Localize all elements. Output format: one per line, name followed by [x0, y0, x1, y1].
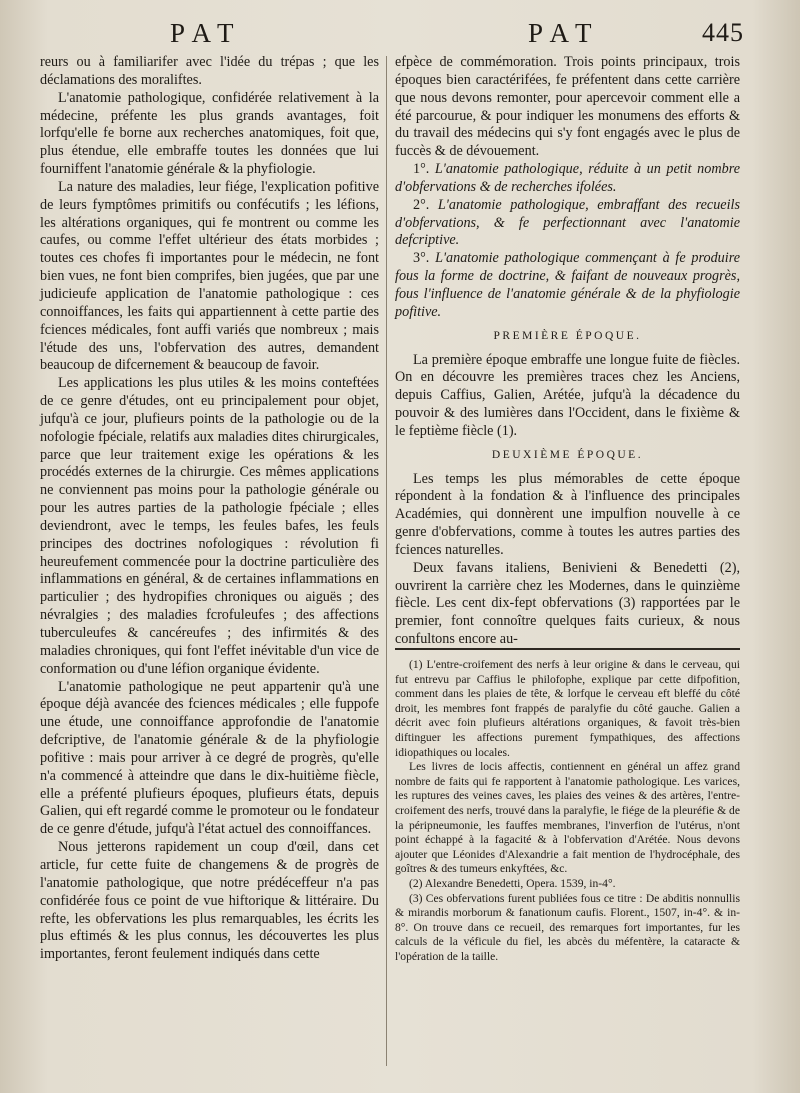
- running-head-left: PAT: [170, 18, 243, 48]
- right-column: [395, 54, 740, 649]
- footnote: (2) Alexandre Benedetti, Opera. 1539, in-4°.: [409, 876, 616, 890]
- section-heading: PREMIÈRE ÉPOQUE.: [493, 329, 642, 342]
- footnote: (1) L'entre-croifement des nerfs à leur origine & dans le cerveau, qui fut entrevu par Caffius le philofophe, explique par cette difpofition, comment dans les plaies de tête, & lorfque le cerveau eft bleffé du côté droit, les membres font frappés de paralyfie du côté gauche. Galien a décrit avec foin plufieurs altérations organiques, & favoit très-bien diftinguer les affections purement fympathiques, des affections idiopathiques ou locales.: [395, 658, 740, 759]
- list-number: 2°.: [413, 196, 430, 213]
- paragraph: efpèce de commémoration. Trois points principaux, trois époques bien caractérifées, fe préfentent dans cette carrière que nous devons remonter, pour apercevoir comment elle a été parcourue, & pour indiquer les monumens des efforts & du travail des médecins qui s'y font engagés avec le plus de fuccès & de dévouement.: [395, 54, 740, 160]
- list-item: [395, 250, 740, 321]
- paragraph: La nature des maladies, leur fiége, l'explication pofitive de leurs fymptômes primitifs ou confécutifs ; les léfions, les altérations organiques, qui fe montrent ou comme les caufes, ou comme l'effet ultérieur des états morbides ; toutes ces chofes fi importantes pour le médecin, ne font bien vues, ne font bien comprifes, bien jugées, que par une judicieufe application de l'anatomie pathologique : ces connoiffances, les faits qui appartiennent à cette partie des fciences médicales, font auffi variés que nombreux ; mais l'étude des uns, l'obfervation des autres, demandent beaucoup de difcernement & beaucoup de favoir.: [40, 178, 379, 374]
- column-divider: [386, 56, 387, 1066]
- paragraph: L'anatomie pathologique, confidérée relativement à la médecine, préfente les plus grands avantages, foit lorfqu'elle fe borne aux recherches anatomiques, foit que, plus étendue, elle embraffe toutes les données que lui fourniffent l'anatomie générale & la phyfiologie.: [40, 89, 379, 178]
- footnotes: [395, 658, 740, 964]
- list-item: [395, 197, 740, 251]
- paragraph: reurs ou à familiarifer avec l'idée du trépas ; que les déclamations des moraliftes.: [40, 54, 379, 88]
- list-number: 3°.: [413, 250, 430, 267]
- paragraph: Les applications les plus utiles & les moins conteftées de ce genre d'études, ont eu principalement pour objet, jufqu'à ce jour, plufieurs points de la pathologie ou de la nofologie fpéciale, relatifs aux maladies dites chirurgicales, parce que leur traitement exige les opérations & les procédés externes de la chirurgie. Ces mêmes applications ne conviennent pas moins pour la pathologie générale ou pour les autres parties de la pathologie fpéciale ; elles deviendront, avec le temps, les feules bafes, les feuls principes des doctrines nofologiques : révolution fi heureufement commencée pour la doctrine particulière des inflammations en général, & de certaines inflammations en particulier ; des hydropifies chroniques ou aiguës ; des névralgies ; des maladies fcrofuleufes ; des affections tuberculeufes & cancéreufes ; des infirmités & des maladies chroniques, qui font l'effet inévitable d'un vice de conformation ou d'une léfion organique évidente.: [40, 375, 379, 677]
- paragraph: Nous jetterons rapidement un coup d'œil, dans cet article, fur cette fuite de changemens & de progrès de l'anatomie pathologique, que notre prédéceffeur n'a pas confidérée fous ce point de vue hiftorique & littéraire. Du refte, les obfervations les plus remarquables, les écrits les plus eftimés & les plus connus, les découvertes les plus importantes, feront feulement indiqués dans cette: [40, 839, 379, 963]
- list-text: L'anatomie pathologique commençant à fe produire fous la forme de doctrine, & faifant de nouveaux progrès, fous l'influence de l'anatomie générale & de la phyfiologie pofitive.: [395, 250, 741, 320]
- list-text: L'anatomie pathologique, réduite à un petit nombre d'obfervations & de recherches ifolées.: [395, 161, 740, 195]
- page-number: 445: [702, 18, 744, 47]
- running-head-right: PAT: [528, 18, 601, 48]
- footnote-rule: [395, 648, 740, 650]
- paragraph: Les temps les plus mémorables de cette époque répondent à la fondation & à l'influence des principales Académies, qui donnèrent une impulfion nouvelle à ce genre d'obfervations, comme à toutes les autres parties des fciences naturelles.: [395, 470, 740, 558]
- section-heading: DEUXIÈME ÉPOQUE.: [491, 448, 644, 461]
- list-number: 1°.: [413, 161, 430, 178]
- footnote: (3) Ces obfervations furent publiées fous ce titre : De abditis nonnullis & mirandis morborum & fanationum caufis. Florent., 1507, in-4°. & in-8°. On trouve dans ce recueil, des remarques fort importantes, fur les calculs de la véficule du fiel, les abcès du méfentère, la cataracte & l'opération de la taille.: [395, 891, 740, 963]
- paragraph: L'anatomie pathologique ne peut appartenir qu'à une époque déjà avancée des fciences médicales ; elle fuppofe une étude, une connoiffance approfondie de l'anatomie defcriptive, de l'anatomie générale & de la phyfiologie pofitive : mais pour arriver à ce degré de progrès, qu'elle n'a commencé à atteindre que dans le dix-huitième fiècle, elle a préfenté plufieurs époques, plufieurs états, depuis Galien, qui eft regardé comme le promoteur ou le fondateur de ce genre d'étude, jufqu'à l'état actuel des connoiffances.: [40, 678, 379, 838]
- list-item: [395, 161, 740, 197]
- footnote: Les livres de locis affectis, contiennent en général un affez grand nombre de faits qui fe rapportent à l'anatomie pathologique. Les varices, les ruptures des veines caves, les plaies des veines & des artères, l'entre-croifement des nerfs, trouvé dans la paralyfie, le fiége de la pleuréfie & de la péripneumonie, les fauffes membranes, l'inverfion de l'utérus, n'ont point échappé à la fagacité & à l'obfervation d'Arétée. Nous devons ajouter que Léonides d'Alexandrie a fait mention de l'hydrocéphale, des goîtres & des tumeurs enkyftées, &c.: [395, 760, 740, 876]
- paragraph: La première époque embraffe une longue fuite de fiècles. On en découvre les premières traces chez les Anciens, depuis Caffius, Galien, Arétée, jufqu'à la décadence du pouvoir & des lumières dans l'Occident, dans le fixième & le feptième fiècle (1).: [395, 351, 740, 439]
- list-text: L'anatomie pathologique, embraffant des recueils d'obfervations, & fe perfectionnant avec l'anatomie defcriptive.: [395, 196, 740, 249]
- paragraph: Deux favans italiens, Benivieni & Benedetti (2), ouvrirent la carrière chez les Modernes, dans le quinzième fiècle. Les cent dix-fept obfervations (3) rapportées par le premier, font connoître quelques faits curieux, & nous confultons encore au-: [395, 559, 740, 648]
- left-column: [40, 54, 379, 964]
